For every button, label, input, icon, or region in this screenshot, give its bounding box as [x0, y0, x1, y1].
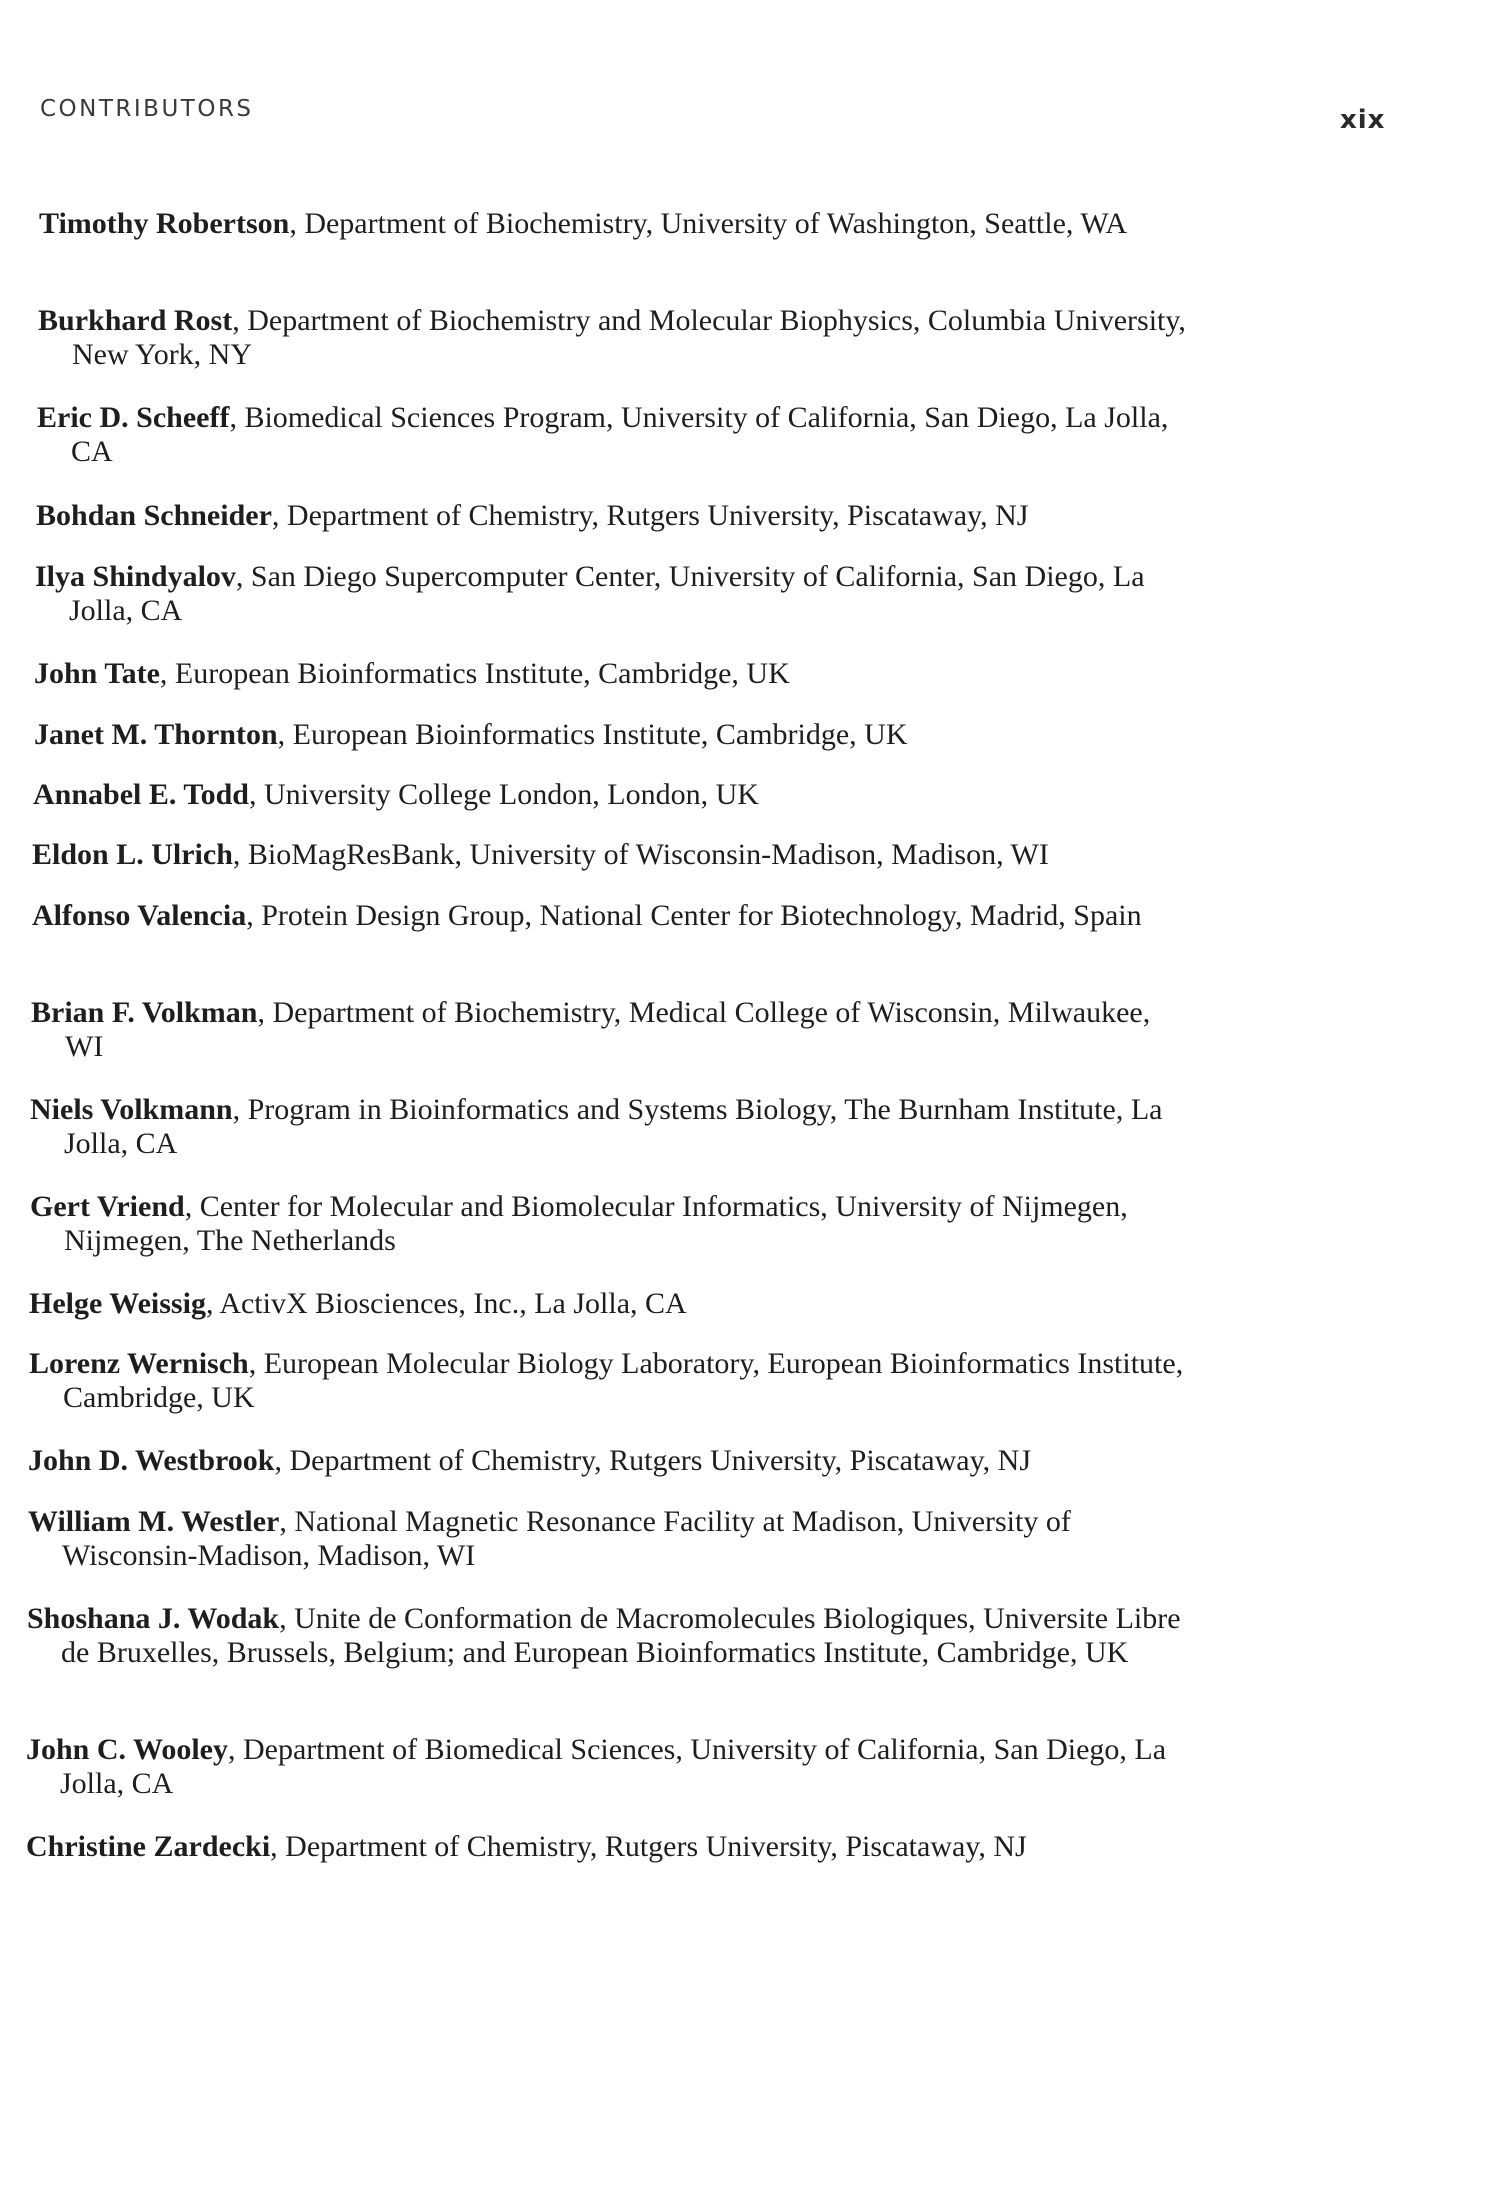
- contributor-affiliation: Department of Biomedical Sciences, University of California, San Diego, La Jolla, CA: [60, 1733, 1167, 1800]
- contributor-entry: John D. Westbrook, Department of Chemistry, Rutgers University, Piscataway, NJ: [28, 1444, 1031, 1477]
- contributor-entry: John C. Wooley, Department of Biomedical Sciences, University of California, San Diego, La Jolla, CA: [26, 1733, 1167, 1800]
- contributor-entry: Brian F. Volkman, Department of Biochemistry, Medical College of Wisconsin, Milwaukee, WI: [31, 996, 1151, 1063]
- contributor-name: Shoshana J. Wodak: [27, 1602, 280, 1635]
- contributor-affiliation: BioMagResBank, University of Wisconsin-Madison, Madison, WI: [247, 838, 1049, 871]
- contributor-affiliation: Biomedical Sciences Program, University of California, San Diego, La Jolla, CA: [71, 401, 1169, 468]
- contributor-affiliation: Department of Chemistry, Rutgers University, Piscataway, NJ: [289, 1444, 1031, 1477]
- contributor-entry: Lorenz Wernisch, European Molecular Biology Laboratory, European Bioinformatics Institute, Cambridge, UK: [29, 1347, 1184, 1414]
- contributor-affiliation: Center for Molecular and Biomolecular Informatics, University of Nijmegen, Nijmegen, The Netherlands: [64, 1190, 1128, 1257]
- contributor-entry: William M. Westler, National Magnetic Resonance Facility at Madison, University of Wisconsin-Madison, Madison, WI: [28, 1505, 1071, 1572]
- contributor-entry: Helge Weissig, ActivX Biosciences, Inc., La Jolla, CA: [29, 1287, 687, 1320]
- contributor-name: John C. Wooley: [26, 1733, 228, 1766]
- contributor-affiliation: Department of Chemistry, Rutgers University, Piscataway, NJ: [286, 499, 1029, 532]
- contributor-affiliation: Protein Design Group, National Center for Biotechnology, Madrid, Spain: [261, 899, 1142, 932]
- contributor-entry: Eric D. Scheeff, Biomedical Sciences Program, University of California, San Diego, La Jolla, CA: [37, 401, 1169, 468]
- contributor-name: Lorenz Wernisch: [29, 1347, 249, 1380]
- contributor-name: Niels Volkmann: [30, 1093, 233, 1126]
- contributor-name: Janet M. Thornton: [34, 718, 278, 751]
- contributor-affiliation: Department of Biochemistry and Molecular Biophysics, Columbia University, New York, NY: [72, 304, 1186, 371]
- contributor-name: Burkhard Rost: [38, 304, 233, 337]
- contributor-entry: John Tate, European Bioinformatics Institute, Cambridge, UK: [34, 657, 790, 690]
- page-number: xix: [1340, 105, 1386, 135]
- contributor-affiliation: University College London, London, UK: [263, 778, 759, 811]
- contributor-name: Christine Zardecki: [26, 1830, 271, 1863]
- contributor-affiliation: European Bioinformatics Institute, Cambridge, UK: [174, 657, 790, 690]
- contributor-entry: Timothy Robertson, Department of Biochemistry, University of Washington, Seattle, WA: [39, 207, 1128, 240]
- contributor-name: William M. Westler: [28, 1505, 280, 1538]
- contributor-affiliation: European Bioinformatics Institute, Cambridge, UK: [292, 718, 908, 751]
- contributor-entry: Niels Volkmann, Program in Bioinformatics and Systems Biology, The Burnham Institute, La Jolla, CA: [30, 1093, 1163, 1160]
- contributor-affiliation: Program in Bioinformatics and Systems Biology, The Burnham Institute, La Jolla, CA: [64, 1093, 1163, 1160]
- contributor-name: Gert Vriend: [30, 1190, 185, 1223]
- contributor-entry: Shoshana J. Wodak, Unite de Conformation de Macromolecules Biologiques, Universite Libre de Bruxelles, Brussels, Belgium; and European Bioinformatics Institute, Cambridge, UK: [27, 1602, 1181, 1669]
- contributor-affiliation: Unite de Conformation de Macromolecules Biologiques, Universite Libre de Bruxelles, Brussels, Belgium; and European Bioinformatics Institute, Cambridge, UK: [61, 1602, 1181, 1669]
- contributor-name: Brian F. Volkman: [31, 996, 258, 1029]
- contributor-name: John Tate: [34, 657, 160, 690]
- contributor-name: Annabel E. Todd: [33, 778, 249, 811]
- contributor-entry: Alfonso Valencia, Protein Design Group, National Center for Biotechnology, Madrid, Spain: [32, 899, 1142, 932]
- contributor-affiliation: National Magnetic Resonance Facility at Madison, University of Wisconsin-Madison, Madison, WI: [62, 1505, 1071, 1572]
- contributor-entry: Gert Vriend, Center for Molecular and Biomolecular Informatics, University of Nijmegen, Nijmegen, The Netherlands: [30, 1190, 1128, 1257]
- contributor-affiliation: Department of Biochemistry, Medical College of Wisconsin, Milwaukee, WI: [65, 996, 1151, 1063]
- contributor-entry: Burkhard Rost, Department of Biochemistry and Molecular Biophysics, Columbia University, New York, NY: [38, 304, 1186, 371]
- contributor-name: John D. Westbrook: [28, 1444, 275, 1477]
- contributor-name: Ilya Shindyalov: [35, 560, 236, 593]
- contributor-entry: Annabel E. Todd, University College London, London, UK: [33, 778, 759, 811]
- contributor-affiliation: Department of Chemistry, Rutgers University, Piscataway, NJ: [285, 1830, 1027, 1863]
- contributor-affiliation: Department of Biochemistry, University of Washington, Seattle, WA: [304, 207, 1128, 240]
- contributor-entry: Eldon L. Ulrich, BioMagResBank, University of Wisconsin-Madison, Madison, WI: [32, 838, 1049, 871]
- contributor-entry: Janet M. Thornton, European Bioinformatics Institute, Cambridge, UK: [34, 718, 908, 751]
- contributor-entry: Christine Zardecki, Department of Chemistry, Rutgers University, Piscataway, NJ: [26, 1830, 1027, 1863]
- contributor-entry: Bohdan Schneider, Department of Chemistry, Rutgers University, Piscataway, NJ: [36, 499, 1029, 532]
- contributor-affiliation: ActivX Biosciences, Inc., La Jolla, CA: [219, 1287, 687, 1320]
- contributor-name: Bohdan Schneider: [36, 499, 272, 532]
- contributor-name: Eldon L. Ulrich: [32, 838, 233, 871]
- contributor-name: Eric D. Scheeff: [37, 401, 230, 434]
- contributor-affiliation: European Molecular Biology Laboratory, European Bioinformatics Institute, Cambridge, UK: [63, 1347, 1184, 1414]
- contributor-name: Alfonso Valencia: [32, 899, 247, 932]
- contributor-name: Helge Weissig: [29, 1287, 206, 1320]
- running-head: CONTRIBUTORS: [40, 96, 254, 122]
- contributor-name: Timothy Robertson: [39, 207, 290, 240]
- contributor-affiliation: San Diego Supercomputer Center, University of California, San Diego, La Jolla, CA: [69, 560, 1145, 627]
- contributor-entry: Ilya Shindyalov, San Diego Supercomputer Center, University of California, San Diego, La Jolla, CA: [35, 560, 1145, 627]
